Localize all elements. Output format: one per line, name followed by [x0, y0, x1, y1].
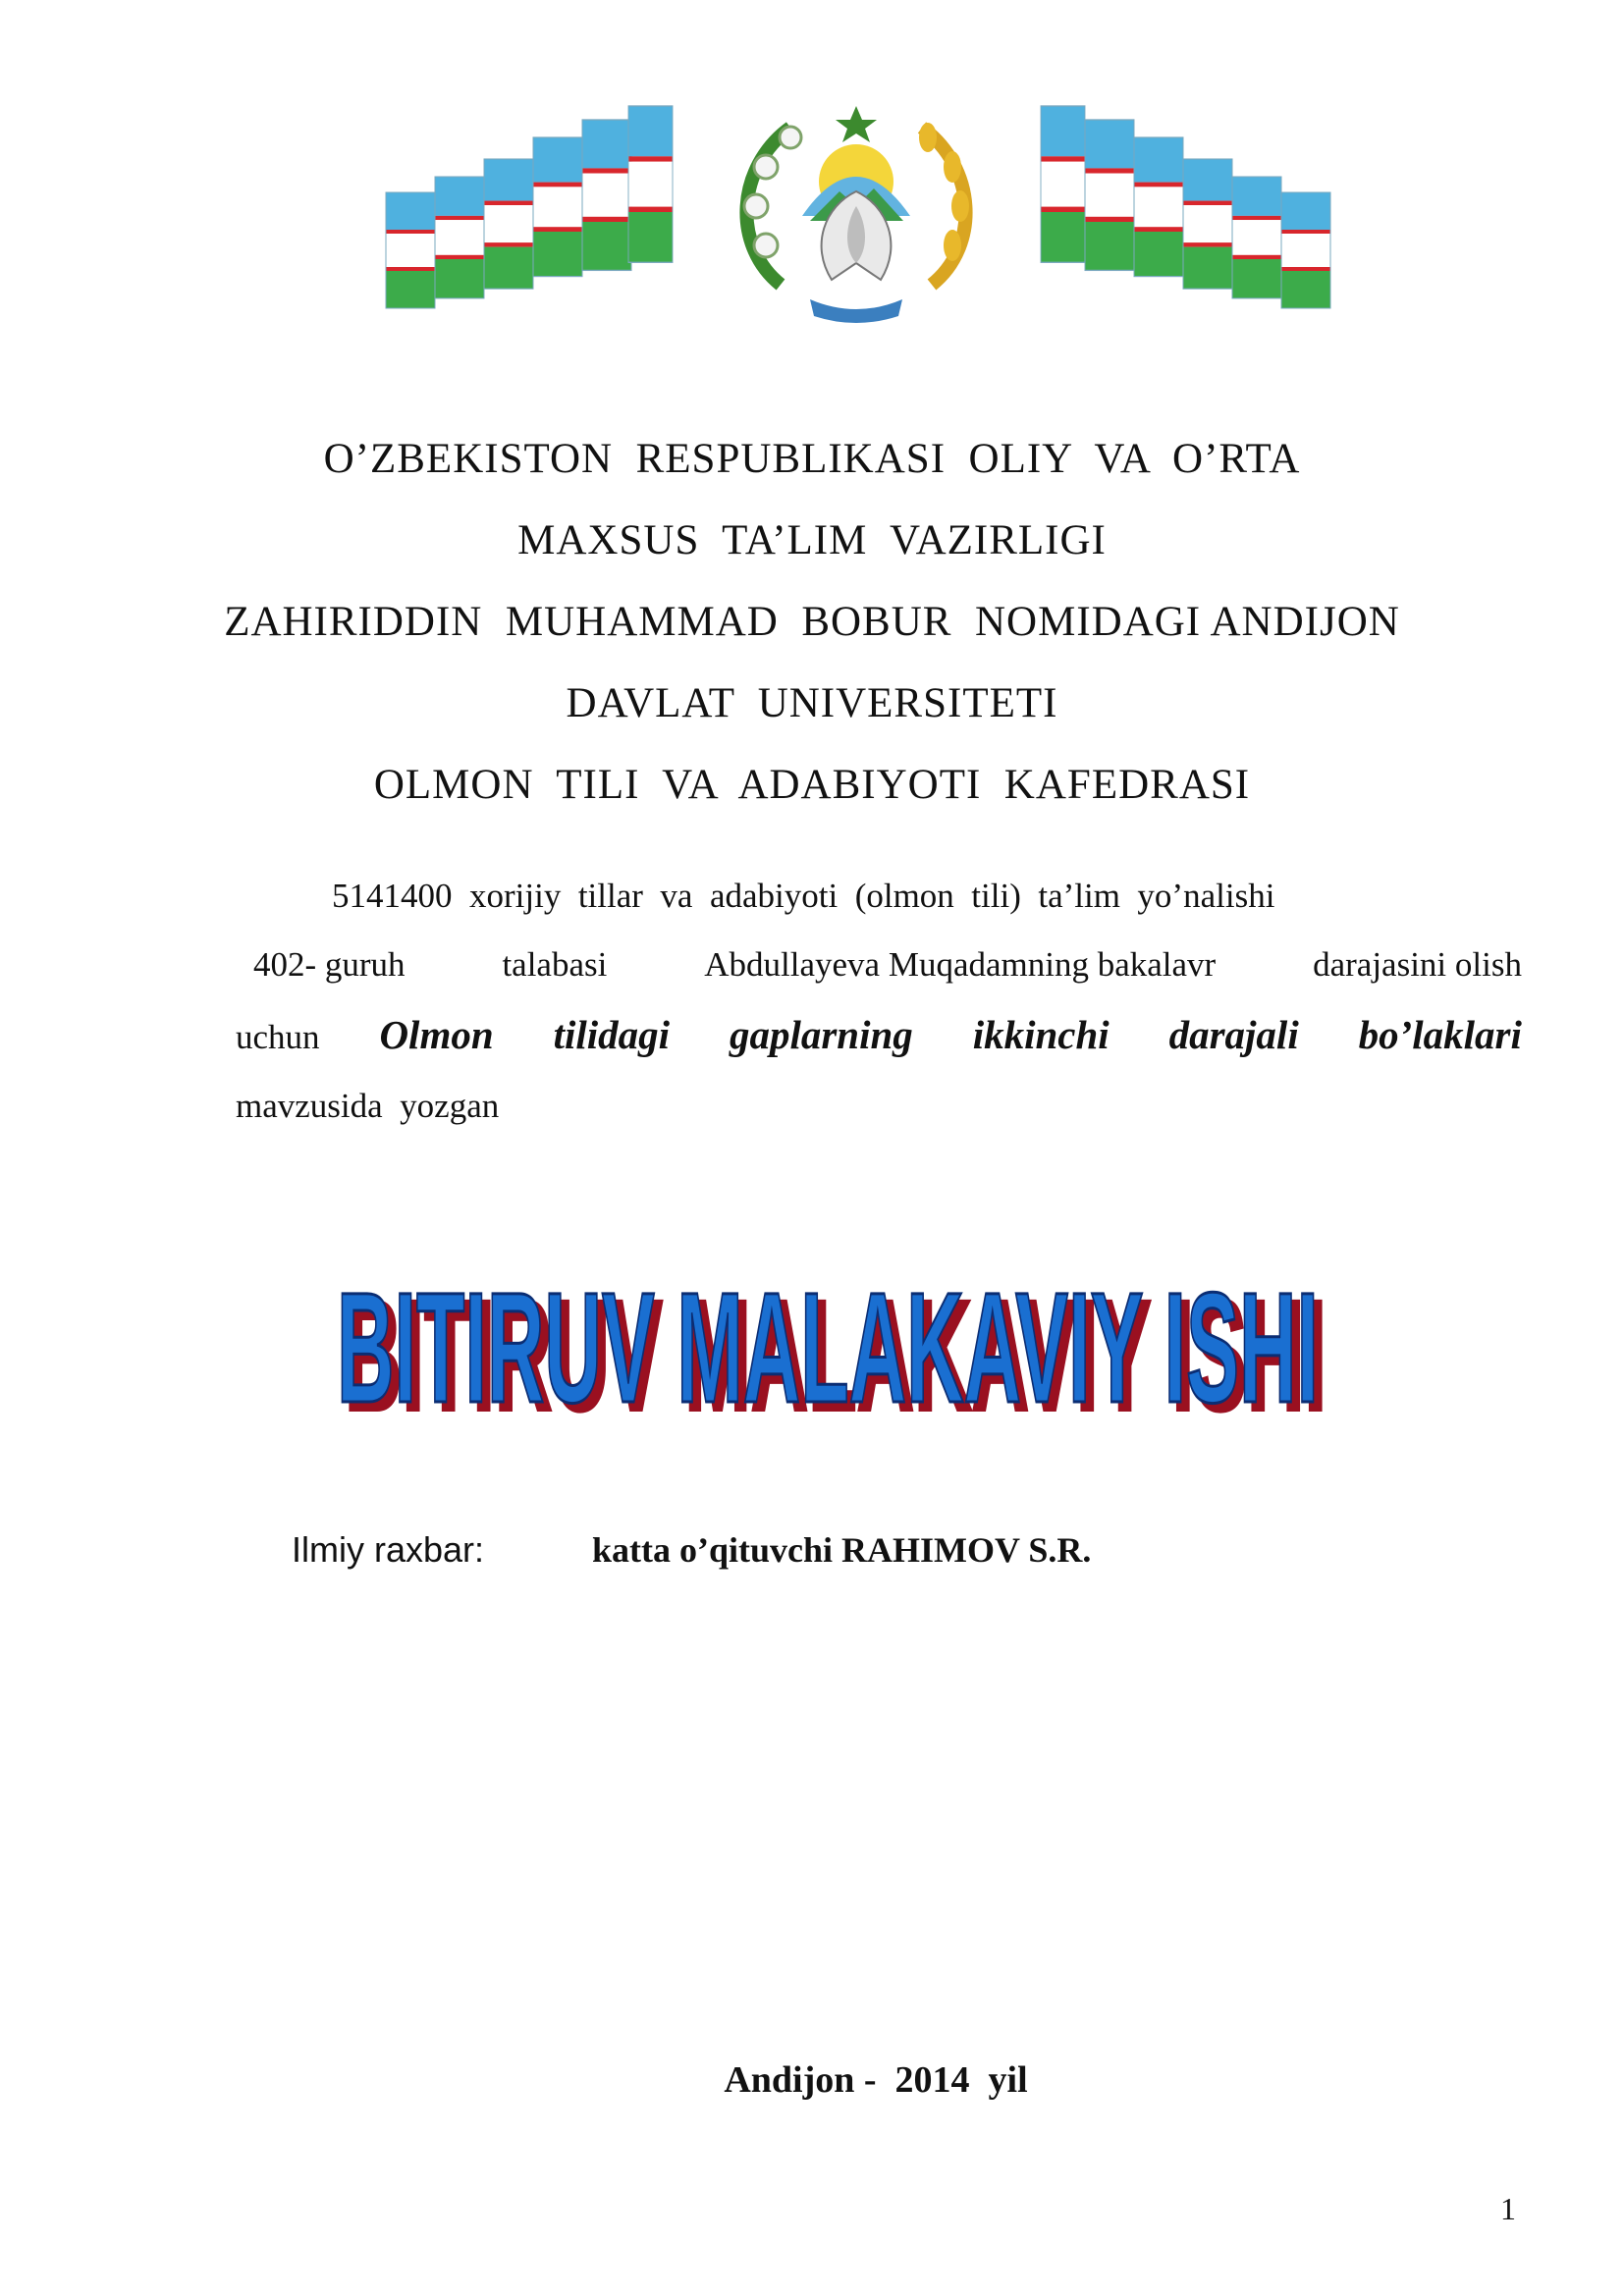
supervisor-name: katta o’qituvchi RAHIMOV S.R.: [592, 1530, 1092, 1570]
speciality-line: 5141400 xorijiy tillar va adabiyoti (olmon tili) ta’lim yo’nalishi: [332, 877, 1275, 915]
student-line-word: darajasini olish: [1313, 945, 1522, 984]
uzbekistan-state-emblem-icon: [744, 106, 969, 323]
work-title: BITIRUV MALAKAVIY ISHI: [337, 1259, 1319, 1433]
university-name-line-1: ZAHIRIDDIN MUHAMMAD BOBUR NOMIDAGI ANDIJON: [224, 599, 1400, 645]
ministry-name-line-2: MAXSUS TA’LIM VAZIRLIGI: [517, 517, 1107, 563]
topic-word: Olmon: [379, 1012, 494, 1057]
student-line-word: 402- guruh: [253, 945, 406, 984]
work-title-shadow: BITIRUV MALAKAVIY ISHI: [345, 1267, 1326, 1433]
supervisor-label: Ilmiy raxbar:: [292, 1529, 485, 1570]
flag-ribbon-left: [386, 106, 673, 308]
ministry-name-line-1: O’ZBEKISTON RESPUBLIKASI OLIY VA O’RTA: [323, 436, 1301, 482]
page-number: 1: [1500, 2191, 1516, 2226]
department-name: OLMON TILI VA ADABIYOTI KAFEDRASI: [373, 762, 1251, 808]
topic-word: gaplarning: [729, 1012, 913, 1057]
topic-line: [236, 1011, 1522, 1058]
wrote-on-topic-line: mavzusida yozgan: [236, 1087, 500, 1125]
flag-ribbon-right: [1041, 106, 1330, 308]
city-year: Andijon - 2014 yil: [724, 2059, 1028, 2101]
topic-word: tilidagi: [553, 1012, 671, 1057]
work-title-wordart: [324, 1237, 1335, 1433]
topic-word: bo’laklari: [1358, 1012, 1522, 1057]
student-line-word: talabasi: [502, 945, 608, 984]
student-line: [253, 945, 1522, 985]
topic-word: ikkinchi: [972, 1012, 1110, 1057]
university-name-line-2: DAVLAT UNIVERSITETI: [566, 680, 1058, 726]
emblem-banner: [378, 98, 1335, 329]
topic-word: darajali: [1168, 1012, 1299, 1057]
topic-lead-word: uchun: [236, 1018, 320, 1056]
student-line-word: Abdullayeva Muqadamning bakalavr: [704, 945, 1217, 984]
